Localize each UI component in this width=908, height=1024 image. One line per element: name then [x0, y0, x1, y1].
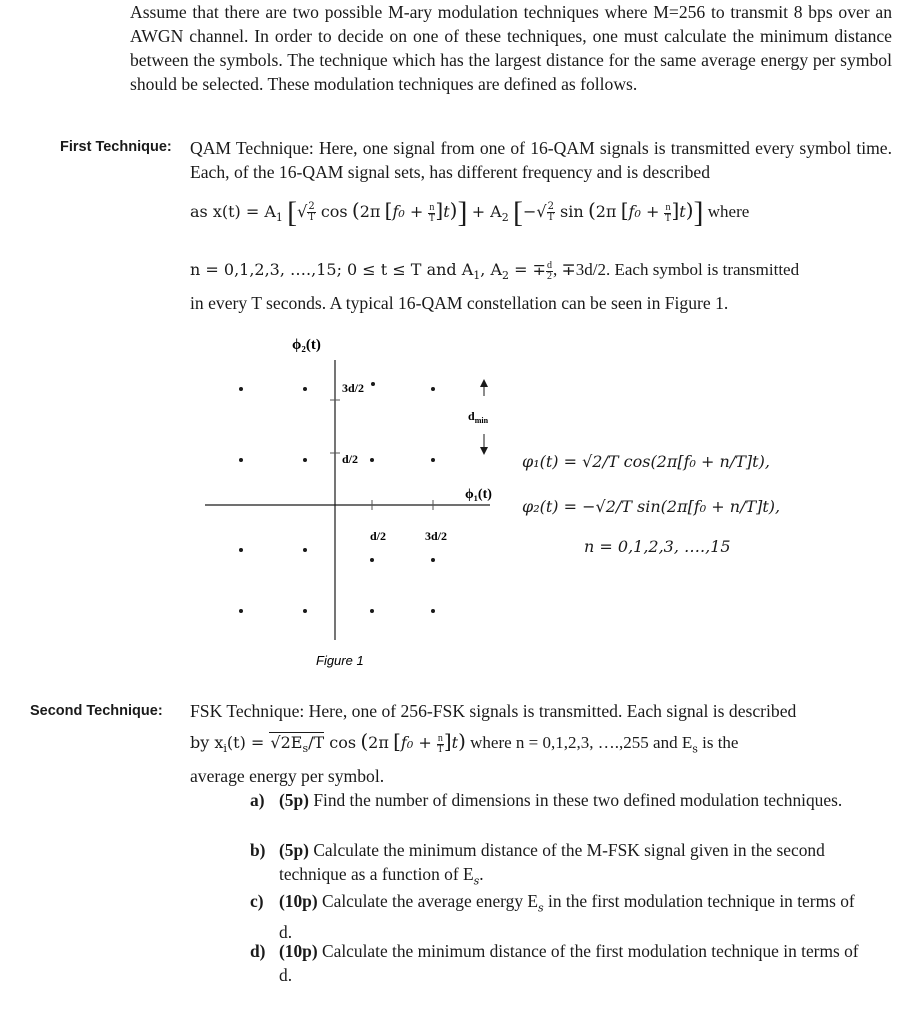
question-d-points: (10p): [279, 941, 318, 961]
label-3d2-top: 3d/2: [342, 381, 365, 395]
y-axis-label: ϕ₂(t): [292, 337, 321, 353]
label-d2-bottom: d/2: [370, 529, 387, 543]
qam-eq-prefix: as x(t) = A: [190, 202, 276, 221]
fsk-equation: by $x_i(t) = √2E_s/T$ cos (2π [f₀ + $\frac{n}{T}$ ]t) where n = 0,1,2,3, ….,255 and $E_s$ is the: [190, 729, 739, 756]
point: [431, 558, 435, 562]
point: [431, 458, 435, 462]
basis-n-range: n = 0,1,2,3, ….,15: [584, 537, 731, 556]
x-axis-label: ϕ₁(t): [465, 487, 492, 502]
point: [370, 609, 374, 613]
figure-caption: Figure 1: [316, 653, 364, 668]
qam-eq-where: where: [707, 202, 750, 221]
second-technique-text: FSK Technique: Here, one of 256-FSK signals is transmitted. Each signal is described: [190, 701, 797, 721]
intro-paragraph: Assume that there are two possible M-ary modulation techniques where M=256 to transmit 8 bps over an AWGN channel. In order to decide on one of these techniques, one must calculate the minimum distance between the symbols. The technique which has the largest distance for the same average energy per symbol should be selected. These modulation techniques are defined as follows.: [130, 2, 892, 94]
point: [239, 458, 243, 462]
point: [239, 548, 243, 552]
point: [303, 548, 307, 552]
dmin-arrowhead-up: [480, 379, 488, 387]
first-technique-text: QAM Technique: Here, one signal from one of 16-QAM signals is transmitted every symbol time. Each, of the 16-QAM signal sets, has different frequency and is described: [190, 138, 892, 182]
point: [431, 387, 435, 391]
question-b-points: (5p): [279, 840, 309, 860]
fsk-eq-where: where n = 0,1,2,3, ….,255 and E: [470, 733, 693, 752]
qam-equation: as $x(t) = A_1$ [√ $\frac{2}{T}$ cos (2π [f₀ + $\frac{n}{T}$ ]$t)] + A_2$ [−√ $\frac{2}{T}$ sin (2π [f₀ + $\frac{n}{T}$ ]t)] where: [190, 196, 750, 229]
point: [239, 609, 243, 613]
point: [303, 458, 307, 462]
label-3d2-bottom: 3d/2: [425, 529, 448, 543]
question-a: [250, 788, 870, 812]
label-d2-top: d/2: [342, 452, 359, 466]
question-b-text: Calculate the minimum distance of the M-FSK signal given in the second technique as a function of E: [279, 840, 825, 884]
n-range-suffix: , ∓3d/2. Each symbol is transmitted: [553, 260, 800, 279]
question-c-letter: c): [250, 891, 264, 911]
question-c-points: (10p): [279, 891, 318, 911]
point: [431, 609, 435, 613]
dmin-label: [468, 409, 489, 425]
point: [370, 458, 374, 462]
qam-period-text: in every T seconds. A typical 16-QAM constellation can be seen in Figure 1.: [190, 293, 729, 313]
question-b: b) (5p) Calculate the minimum distance of the M-FSK signal given in the second technique as a function of $E_s$.: [250, 840, 825, 888]
question-a-text: Find the number of dimensions in these two defined modulation techniques.: [313, 790, 843, 810]
basis-phi2: φ₂(t) = −√2/T sin(2π[f₀ + n/T]t),: [522, 497, 781, 516]
constellation-points: [239, 382, 435, 613]
question-c: c) (10p) Calculate the average energy $E_s$ in the first modulation technique in terms of d.: [250, 891, 855, 943]
basis-phi1: φ₁(t) = √2/T cos(2π[f₀ + n/T]t),: [522, 452, 770, 471]
fsk-eq-end: is the: [697, 733, 739, 752]
question-a-points: (5p): [279, 790, 309, 810]
question-d: [250, 939, 870, 987]
qam-n-range-line: n = 0,1,2,3, ….,15; 0 ≤ t ≤ T and $A_1$, $A_2$ = ∓ $\frac{d}{2}$ , ∓3d/2. Each symbol is transmitted: [190, 259, 800, 283]
point: [371, 382, 375, 386]
n-range-prefix: n = 0,1,2,3, ….,15; 0 ≤ t ≤ T and A: [190, 260, 474, 279]
point: [303, 387, 307, 391]
question-a-letter: a): [250, 790, 265, 810]
fsk-eq-prefix: by x: [190, 733, 224, 752]
question-d-text: Calculate the minimum distance of the first modulation technique in terms of d.: [279, 941, 859, 985]
dmin-label-d: d: [468, 409, 475, 423]
point: [370, 558, 374, 562]
first-technique-label: First Technique:: [60, 139, 172, 155]
question-c-tail: in the first modulation technique in terms of d.: [279, 891, 855, 943]
fsk-energy-text: average energy per symbol.: [190, 766, 385, 786]
point: [303, 609, 307, 613]
second-technique-label: Second Technique:: [30, 703, 163, 719]
dmin-label-sub: min: [474, 416, 489, 425]
question-b-letter: b): [250, 840, 266, 860]
point: [239, 387, 243, 391]
question-c-text: Calculate the average energy E: [322, 891, 538, 911]
question-d-letter: d): [250, 941, 266, 961]
dmin-arrowhead-down: [480, 447, 488, 455]
